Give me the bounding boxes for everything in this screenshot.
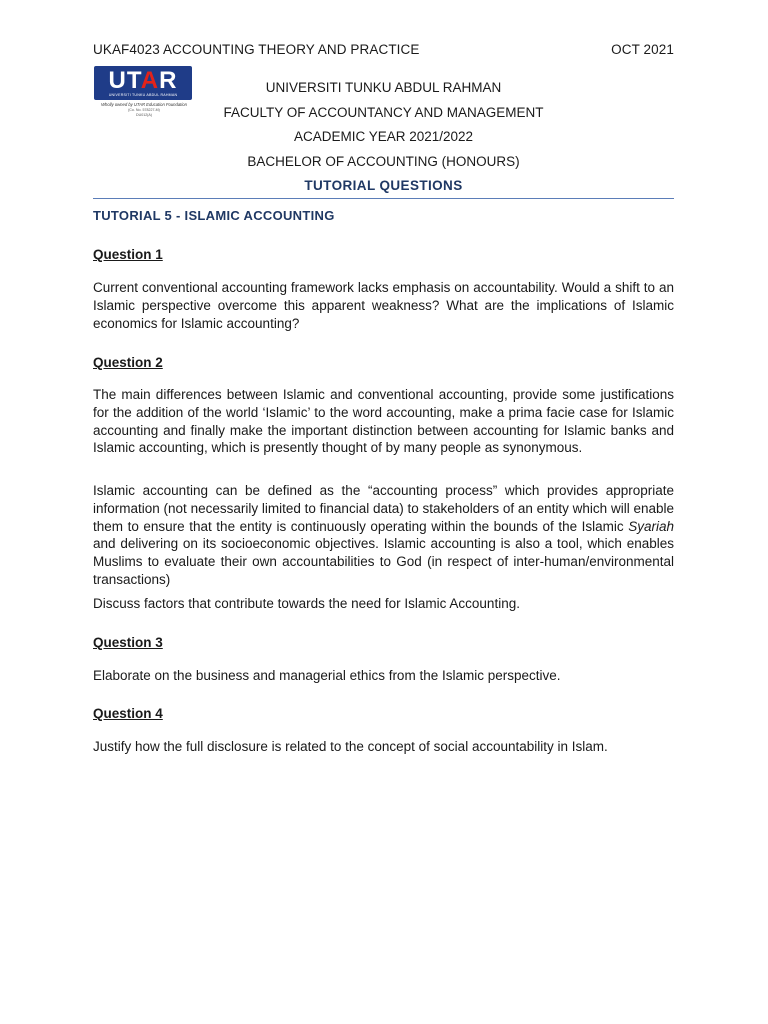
logo-sub-lines: (Co. No. 578227-M) DU012(A) xyxy=(128,108,160,117)
question-2-paragraph-1: The main differences between Islamic and conventional accounting, provide some justifications for the addition of the world ‘Islamic’ to the word accounting, make a prima facie case for Islamic accounting and finally make the important distinction between accounting for Islamic banks and Islamic accounting, which is presently thought of by many people as synonymous. xyxy=(93,387,674,456)
faculty-name: FACULTY OF ACCOUNTANCY AND MANAGEMENT xyxy=(223,104,544,120)
tutorial-title: TUTORIAL 5 - ISLAMIC ACCOUNTING xyxy=(93,208,335,223)
question-2-paragraph-3: Discuss factors that contribute towards the need for Islamic Accounting. xyxy=(93,596,520,611)
syariah-term: Syariah xyxy=(628,518,674,534)
logo-tagline: Wholly owned by UTAR Education Foundation xyxy=(101,102,187,107)
question-4-heading: Question 4 xyxy=(93,706,163,721)
question-2-heading: Question 2 xyxy=(93,355,163,370)
question-3-heading: Question 3 xyxy=(93,635,163,650)
academic-year: ACADEMIC YEAR 2021/2022 xyxy=(293,129,474,144)
logo-wordmark: UTAR xyxy=(108,67,178,94)
logo-university-line: UNIVERSITI TUNKU ABDUL RAHMAN xyxy=(108,93,178,97)
course-code-title: UKAF4023 ACCOUNTING THEORY AND PRACTICE xyxy=(93,42,420,57)
programme-name: BACHELOR OF ACCOUNTING (HONOURS) xyxy=(247,153,520,169)
header-divider xyxy=(93,198,674,199)
question-2-paragraph-2: Islamic accounting can be defined as the “accounting process” which provides appropriate information (not necessarily limited to financial data) to stakeholders of an entity which will enable them to ensure that the entity is continuously operating within the bounds of the Islamic Syariah and delivering on its socioeconomic objectives. Islamic accounting is also a tool, which enables Muslims to evaluate their own accountabilities to God (in respect of inter-human/environmental transactions) xyxy=(93,483,674,587)
title-block xyxy=(93,76,674,199)
session-label: OCT 2021 xyxy=(611,42,674,57)
question-4-paragraph-1: Justify how the full disclosure is related to the concept of social accountability in Islam. xyxy=(93,739,608,754)
university-name: UNIVERSITI TUNKU ABDUL RAHMAN xyxy=(265,80,502,95)
document-type: TUTORIAL QUESTIONS xyxy=(304,178,463,193)
running-header xyxy=(93,42,674,57)
question-1-heading: Question 1 xyxy=(93,247,163,262)
question-3-paragraph-1: Elaborate on the business and managerial ethics from the Islamic perspective. xyxy=(93,668,561,683)
question-1-paragraph-1: Current conventional accounting framework lacks emphasis on accountability. Would a shift to an Islamic perspective overcome this apparent weakness? What are the implications of Islamic economics for Islamic accounting? xyxy=(93,280,674,331)
